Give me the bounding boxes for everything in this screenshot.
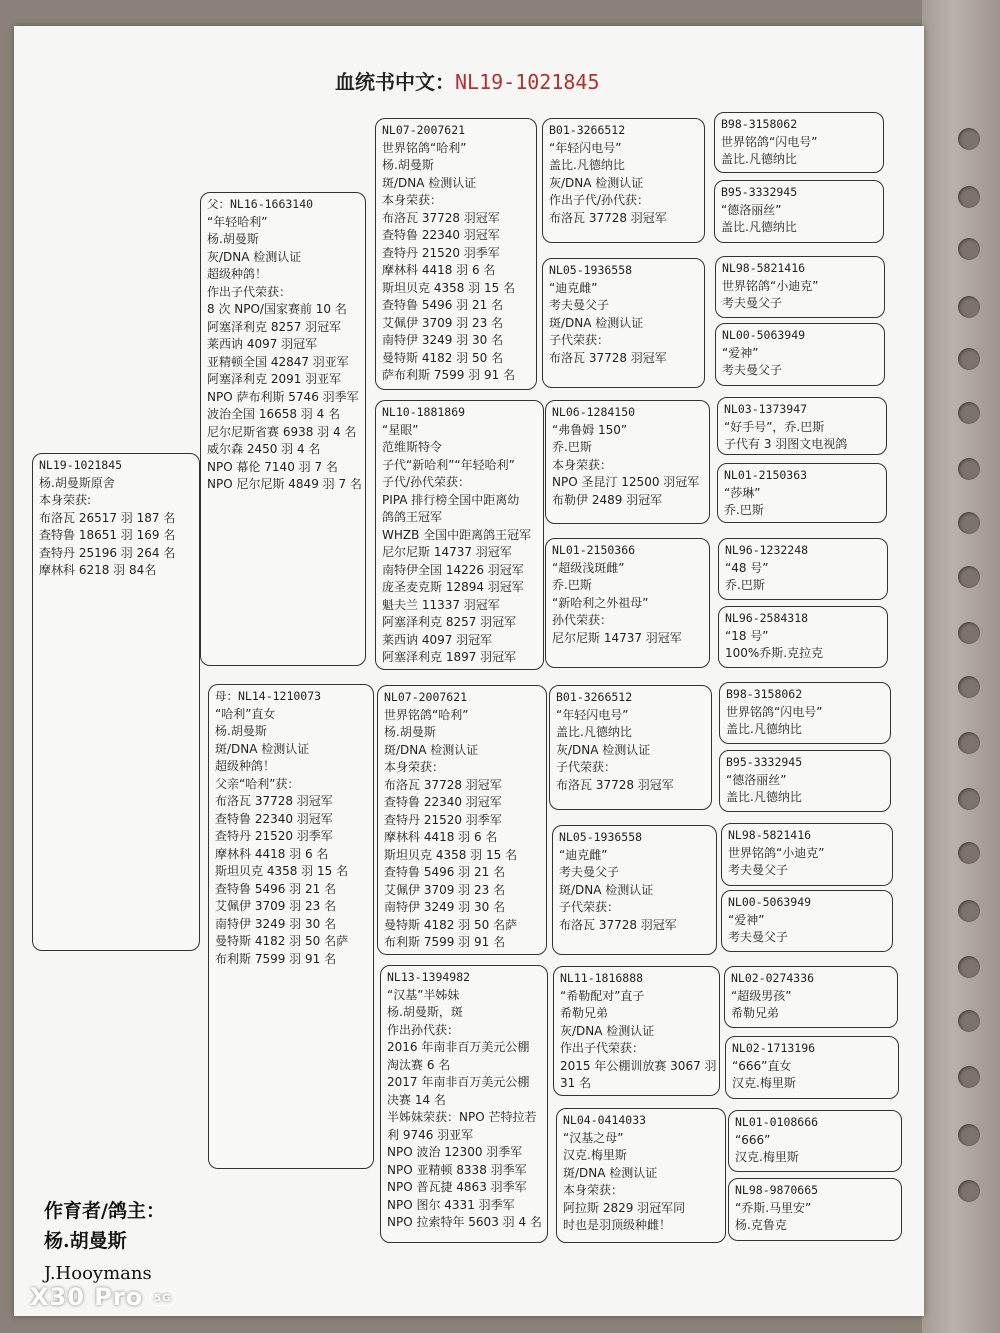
pedigree-line: 子代/孙代荣获： xyxy=(382,475,471,489)
pedigree-line: 查特鲁 22340 羽冠军 xyxy=(215,811,333,826)
pedigree-line: 孙代荣获： xyxy=(552,613,613,627)
pedigree-line: 超级种鸽！ xyxy=(207,267,268,281)
pigeon-gen5-1 xyxy=(714,112,884,173)
camera-model: X30 Pro xyxy=(30,1283,144,1311)
pedigree-line: “年轻哈利” xyxy=(207,214,268,229)
ring-number: NL19-1021845 xyxy=(39,458,123,472)
pedigree-line: 乔.巴斯 xyxy=(724,503,764,517)
pedigree-line: “星眼” xyxy=(382,422,419,437)
network-badge: 5G xyxy=(149,1291,176,1306)
pedigree-line: NPO 普瓦捷 4863 羽季军 xyxy=(387,1180,527,1194)
pedigree-line: 艾佩伊 3709 羽 23 名 xyxy=(382,315,504,330)
pedigree-line: 曼特斯 4182 羽 50 名萨 xyxy=(215,934,349,948)
pigeon-gen5-13 xyxy=(724,966,898,1028)
pedigree-line: 查特鲁 22340 羽冠军 xyxy=(382,228,500,242)
pigeon-gen5-2 xyxy=(714,180,884,243)
pigeon-fmf xyxy=(545,400,710,524)
pedigree-line: “爱神” xyxy=(722,345,759,360)
ring-number: NL07-2007621 xyxy=(382,123,466,137)
ring-number: B98-3158062 xyxy=(726,687,803,701)
binder-hole xyxy=(958,842,980,864)
pedigree-line: “超级男孩” xyxy=(731,988,792,1003)
pedigree-line: 查特鲁 5496 羽 21 名 xyxy=(382,298,504,312)
pedigree-line: 斑/DNA 检测认证 xyxy=(563,1165,658,1180)
pedigree-line: 盖比.凡德纳比 xyxy=(726,722,802,736)
pedigree-line: 布勒伊 2489 羽冠军 xyxy=(552,492,663,507)
pedigree-line: 超级种鸽！ xyxy=(215,759,276,773)
pedigree-line: “迪克雌” xyxy=(549,280,598,295)
pigeon-father-mother xyxy=(375,400,544,670)
pedigree-line: 子代荣获： xyxy=(556,760,617,774)
pigeon-fmm xyxy=(545,538,710,668)
ring-number: B98-3158062 xyxy=(721,117,798,131)
binder-hole xyxy=(958,238,980,260)
pedigree-line: “好手号”，乔.巴斯 xyxy=(724,419,825,434)
pedigree-line: 亚精顿全国 42847 羽亚军 xyxy=(207,354,349,369)
pedigree-line: 考夫曼父子 xyxy=(728,930,789,944)
ring-number: NL05-1936558 xyxy=(559,830,643,844)
pedigree-line: 查特鲁 18651 羽 169 名 xyxy=(39,528,176,542)
pedigree-line: 本身荣获： xyxy=(552,457,613,472)
ring-number: NL96-2584318 xyxy=(725,611,809,625)
pigeon-gen5-3 xyxy=(715,256,885,318)
page-title xyxy=(335,66,675,95)
binder-hole xyxy=(958,186,980,208)
pedigree-line: NPO 幕伦 7140 羽 7 名 xyxy=(207,459,338,474)
pedigree-line: “年轻闪电号” xyxy=(549,140,622,155)
binder-hole xyxy=(958,732,980,754)
binder-hole xyxy=(958,1010,980,1032)
pedigree-line: 布洛瓦 37728 羽冠军 xyxy=(384,777,502,792)
binder-hole xyxy=(958,1124,980,1146)
pedigree-line: “迪克雌” xyxy=(559,847,608,862)
pigeon-fff xyxy=(542,118,705,243)
pedigree-line: 布利斯 7599 羽 91 名 xyxy=(215,951,337,966)
pedigree-line: 布利斯 7599 羽 91 名 xyxy=(384,935,506,949)
pedigree-line: “汉基之母” xyxy=(563,1130,624,1145)
pedigree-line: 摩林科 4418 羽 6 名 xyxy=(382,263,496,277)
pedigree-line: 31 名 xyxy=(560,1076,592,1090)
pedigree-line: 莱西讷 4097 羽冠军 xyxy=(382,632,493,647)
pigeon-subject xyxy=(32,453,200,951)
pedigree-line: “爱神” xyxy=(728,912,765,927)
pedigree-line: “汉基”半姊妹 xyxy=(387,987,460,1002)
ring-number: NL11-1816888 xyxy=(560,971,644,985)
ring-number: 父：NL16-1663140 xyxy=(207,197,314,211)
pedigree-line: 盖比.凡德纳比 xyxy=(556,725,632,739)
pedigree-line: 希勒兄弟 xyxy=(560,1006,609,1020)
pigeon-father-father xyxy=(375,118,537,390)
ring-number: NL10-1881869 xyxy=(382,405,466,419)
pedigree-line: 子代有 3 羽图文电视鸽 xyxy=(724,437,848,451)
pedigree-line: 阿塞泽利克 8257 羽冠军 xyxy=(382,615,517,629)
pigeon-gen5-11 xyxy=(721,823,893,886)
pigeon-gen5-12 xyxy=(721,890,893,952)
pedigree-line: “哈利”直女 xyxy=(215,706,276,721)
pedigree-line: WHZB 全国中距离鸽王冠军 xyxy=(382,527,532,542)
pedigree-line: 布洛瓦 37728 羽冠军 xyxy=(549,210,667,225)
pedigree-line: 决赛 14 名 xyxy=(387,1092,446,1107)
ring-number: NL13-1394982 xyxy=(387,970,471,984)
pedigree-line: 鸽鸽王冠军 xyxy=(382,510,443,524)
pedigree-line: NPO 图尔 4331 羽季军 xyxy=(387,1197,515,1212)
pedigree-line: 世界铭鸽“哈利” xyxy=(384,707,469,722)
ring-number: NL07-2007621 xyxy=(384,690,468,704)
binder-hole xyxy=(958,296,980,318)
pedigree-line: 本身荣获： xyxy=(382,193,443,207)
pedigree-line: 查特鲁 5496 羽 21 名 xyxy=(215,881,337,896)
pedigree-line: “年轻闪电号” xyxy=(556,707,629,722)
pedigree-line: 灰/DNA 检测认证 xyxy=(556,742,651,757)
pedigree-line: 汉克.梅里斯 xyxy=(732,1076,796,1090)
pedigree-line: 布洛瓦 37728 羽冠军 xyxy=(549,350,667,365)
breeder-name: 杨.胡曼斯 xyxy=(44,1230,127,1252)
pigeon-gen5-6 xyxy=(717,463,887,523)
ring-number: NL01-2150363 xyxy=(724,468,808,482)
pedigree-line: NPO 尼尔尼斯 4849 羽 7 名 xyxy=(207,477,362,491)
pedigree-line: 汉克.梅里斯 xyxy=(563,1148,627,1162)
pigeon-gen5-5 xyxy=(717,397,887,455)
pigeon-gen5-4 xyxy=(715,323,885,386)
pedigree-line: “666” xyxy=(735,1132,771,1147)
pedigree-line: “希勒配对”直子 xyxy=(560,988,645,1003)
pedigree-line: 2015 年公棚训放赛 3067 羽 xyxy=(560,1058,717,1073)
pedigree-line: 尼尔尼斯省赛 6938 羽 4 名 xyxy=(207,424,357,439)
pedigree-line: “48 号” xyxy=(725,560,769,575)
binder-hole xyxy=(958,956,980,978)
pedigree-line: 考夫曼父子 xyxy=(722,363,783,377)
pedigree-line: NPO 萨布利斯 5746 羽季军 xyxy=(207,389,359,404)
pedigree-line: 本身荣获： xyxy=(384,760,445,774)
pedigree-line: 查特鲁 5496 羽 21 名 xyxy=(384,865,506,879)
pedigree-line: 汉克.梅里斯 xyxy=(735,1150,799,1164)
pedigree-line: 查特丹 25196 羽 264 名 xyxy=(39,545,176,560)
pigeon-gen5-9 xyxy=(719,682,891,744)
pigeon-father xyxy=(200,192,366,666)
pedigree-line: “德洛丽丝” xyxy=(726,772,787,787)
pedigree-line: 尼尔尼斯 14737 羽冠军 xyxy=(382,545,512,559)
pedigree-line: 布洛瓦 26517 羽 187 名 xyxy=(39,510,176,525)
pedigree-line: 斑/DNA 检测认证 xyxy=(384,742,479,757)
pedigree-line: NPO 波治 12300 羽季军 xyxy=(387,1145,523,1159)
pedigree-line: 作出子代荣获： xyxy=(207,284,292,299)
pigeon-mmm xyxy=(556,1108,726,1243)
pedigree-line: NPO 圣昆汀 12500 羽冠军 xyxy=(552,475,700,489)
pigeon-gen5-16 xyxy=(728,1178,902,1241)
pedigree-line: “乔斯.马里安” xyxy=(735,1200,812,1215)
pedigree-line: 阿塞泽利克 1897 羽冠军 xyxy=(382,650,517,664)
pedigree-line: PIPA 排行榜全国中距离幼 xyxy=(382,492,520,507)
pedigree-line: 杨.胡曼斯原舍 xyxy=(39,475,115,490)
pedigree-line: 尼尔尼斯 14737 羽冠军 xyxy=(552,630,682,645)
pedigree-line: 庞圣麦克斯 12894 羽冠军 xyxy=(382,580,524,594)
pedigree-line: 斑/DNA 检测认证 xyxy=(559,882,654,897)
pedigree-line: 斯坦贝克 4358 羽 15 名 xyxy=(382,280,516,295)
binder-hole xyxy=(958,512,980,534)
pedigree-line: 考夫曼父子 xyxy=(549,298,610,312)
pigeon-mff xyxy=(549,685,712,810)
pedigree-line: 布洛瓦 37728 羽冠军 xyxy=(382,210,500,225)
pedigree-line: 阿塞泽利克 2091 羽亚军 xyxy=(207,372,342,386)
pedigree-line: 灰/DNA 检测认证 xyxy=(207,249,302,264)
pedigree-line: 作出子代荣获： xyxy=(560,1041,645,1055)
pedigree-line: 考夫曼父子 xyxy=(728,863,789,877)
pedigree-line: 查特丹 21520 羽季军 xyxy=(382,245,500,260)
binder-hole xyxy=(958,402,980,424)
pedigree-line: 2017 年南非百万美元公棚 xyxy=(387,1075,530,1089)
ring-number: NL98-9870665 xyxy=(735,1183,819,1197)
ring-number: B95-3332945 xyxy=(721,185,798,199)
pedigree-line: 布洛瓦 37728 羽冠军 xyxy=(556,777,674,792)
ring-number: NL02-0274336 xyxy=(731,971,815,985)
binder-hole xyxy=(958,566,980,588)
pedigree-line: 作出子代/孙代获： xyxy=(549,193,650,207)
pigeon-mother-mother xyxy=(380,965,548,1243)
pedigree-line: 盖比.凡德纳比 xyxy=(726,790,802,804)
pedigree-line: 世界铭鸽“哈利” xyxy=(382,140,467,155)
pedigree-line: 布洛瓦 37728 羽冠军 xyxy=(215,794,333,808)
pedigree-line: 摩林科 6218 羽 84名 xyxy=(39,563,157,577)
pigeon-gen5-7 xyxy=(718,538,888,600)
pedigree-line: 世界铭鸽“小迪克” xyxy=(728,845,825,860)
pedigree-line: 查特丹 21520 羽季军 xyxy=(384,812,502,827)
pedigree-line: 杨.胡曼斯 xyxy=(382,158,434,172)
ring-number: NL96-1232248 xyxy=(725,543,809,557)
pedigree-line: NPO 拉索特年 5603 羽 4 名 xyxy=(387,1215,542,1229)
pigeon-gen5-8 xyxy=(718,606,888,668)
pedigree-line: 斯坦贝克 4358 羽 15 名 xyxy=(215,864,349,878)
binder-hole xyxy=(958,622,980,644)
pedigree-line: “18 号” xyxy=(725,628,769,643)
pedigree-line: 南特伊 3249 羽 30 名 xyxy=(384,900,506,914)
pedigree-line: “666”直女 xyxy=(732,1058,792,1073)
title-ring-number: NL19-1021845 xyxy=(455,70,600,94)
pigeon-mfm xyxy=(552,825,717,955)
pedigree-line: 范维斯特令 xyxy=(382,440,443,454)
ring-number: NL03-1373947 xyxy=(724,402,808,416)
pedigree-line: 本身荣获: xyxy=(39,493,92,507)
binder-hole xyxy=(958,676,980,698)
pedigree-line: 世界铭鸽“小迪克” xyxy=(722,278,819,293)
ring-number: B01-3266512 xyxy=(549,123,626,137)
pedigree-line: 曼特斯 4182 羽 50 名 xyxy=(382,350,504,365)
binder-hole xyxy=(958,348,980,370)
pedigree-line: 南特伊全国 14226 羽冠军 xyxy=(382,562,524,577)
pedigree-line: 100%乔斯.克拉克 xyxy=(725,646,824,660)
pedigree-line: 子代“新哈利”“年轻哈利” xyxy=(382,457,515,472)
pedigree-line: 摩林科 4418 羽 6 名 xyxy=(215,846,329,861)
pedigree-line: 灰/DNA 检测认证 xyxy=(549,175,644,190)
pedigree-line: 希勒兄弟 xyxy=(731,1006,780,1020)
binder-hole xyxy=(958,1180,980,1202)
pedigree-line: “新哈利之外祖母” xyxy=(552,595,649,610)
pedigree-line: 斑/DNA 检测认证 xyxy=(382,175,477,190)
pedigree-line: 淘汰赛 6 名 xyxy=(387,1057,451,1072)
ring-number: B01-3266512 xyxy=(556,690,633,704)
binder-hole xyxy=(958,458,980,480)
pigeon-gen5-15 xyxy=(728,1110,902,1172)
pedigree-line: 南特伊 3249 羽 30 名 xyxy=(215,916,337,931)
pedigree-line: 查特鲁 22340 羽冠军 xyxy=(384,795,502,809)
pedigree-line: 灰/DNA 检测认证 xyxy=(560,1023,655,1038)
pedigree-line: “弗鲁姆 150” xyxy=(552,422,628,437)
pedigree-line: 阿拉斯 2829 羽冠军同 xyxy=(563,1200,686,1215)
pedigree-line: 萨布利斯 7599 羽 91 名 xyxy=(382,368,516,382)
binder-hole xyxy=(958,1066,980,1088)
binder-hole xyxy=(958,128,980,150)
pedigree-line: 8 次 NPO/国家赛前 10 名 xyxy=(207,302,347,316)
pedigree-line: 斑/DNA 检测认证 xyxy=(215,741,310,756)
ring-number: NL00-5063949 xyxy=(722,328,806,342)
pigeon-gen5-14 xyxy=(725,1036,899,1099)
pedigree-line: 莱西讷 4097 羽冠军 xyxy=(207,337,318,351)
ring-number: NL04-0414033 xyxy=(563,1113,647,1127)
binder-hole xyxy=(958,788,980,810)
pedigree-line: 威尔森 2450 羽 4 名 xyxy=(207,442,321,456)
pedigree-line: 杨.胡曼斯，斑 xyxy=(387,1005,463,1019)
pedigree-line: 魁夫兰 11337 羽冠军 xyxy=(382,597,500,612)
ring-number: NL98-5821416 xyxy=(722,261,806,275)
pedigree-line: 杨.胡曼斯 xyxy=(207,232,259,246)
pedigree-line: 乔.巴斯 xyxy=(552,440,592,454)
pedigree-line: 南特伊 3249 羽 30 名 xyxy=(382,333,504,347)
pedigree-line: 子代荣获： xyxy=(559,900,620,914)
breeder-signature xyxy=(44,1196,165,1288)
pedigree-line: 2016 年南非百万美元公棚 xyxy=(387,1040,530,1054)
binder-hole xyxy=(958,900,980,922)
ring-number: NL01-2150366 xyxy=(552,543,636,557)
pedigree-line: 父亲“哈利”获： xyxy=(215,776,300,791)
ring-number: B95-3332945 xyxy=(726,755,803,769)
pedigree-line: “超级浅斑雌” xyxy=(552,560,625,575)
pedigree-line: “德洛丽丝” xyxy=(721,202,782,217)
breeder-label: 作育者/鸽主： xyxy=(44,1200,165,1222)
ring-number: 母：NL14-1210073 xyxy=(215,689,322,703)
pedigree-line: 斯坦贝克 4358 羽 15 名 xyxy=(384,847,518,862)
pedigree-line: 阿塞泽利克 8257 羽冠军 xyxy=(207,319,342,334)
pedigree-line: 时也是羽顶级种雌！ xyxy=(563,1218,672,1232)
pigeon-ffm xyxy=(542,258,705,388)
pedigree-line: 杨.胡曼斯 xyxy=(384,725,436,739)
breeder-name-latin: J.Hooymans xyxy=(44,1263,152,1284)
pedigree-line: 布洛瓦 37728 羽冠军 xyxy=(559,917,677,932)
pedigree-line: 盖比.凡德纳比 xyxy=(721,152,797,166)
pedigree-line: 半姊妹荣获：NPO 芒特拉若 xyxy=(387,1110,537,1124)
pedigree-line: 考夫曼父子 xyxy=(722,296,783,310)
pedigree-line: 艾佩伊 3709 羽 23 名 xyxy=(215,899,337,913)
pedigree-line: 本身荣获： xyxy=(563,1183,624,1197)
pedigree-line: 世界铭鸽“闪电号” xyxy=(726,704,823,719)
pedigree-line: 考夫曼父子 xyxy=(559,865,620,879)
pedigree-line: 乔.巴斯 xyxy=(725,578,765,592)
pedigree-line: 杨.克鲁克 xyxy=(735,1218,787,1232)
pedigree-line: 作出孙代获： xyxy=(387,1022,460,1037)
pedigree-line: 子代荣获： xyxy=(549,333,610,347)
camera-watermark xyxy=(30,1283,176,1311)
pedigree-line: 乔.巴斯 xyxy=(552,578,592,592)
title-label: 血统书中文： xyxy=(335,70,455,94)
ring-number: NL05-1936558 xyxy=(549,263,633,277)
pigeon-mother-father xyxy=(377,685,547,955)
ring-number: NL00-5063949 xyxy=(728,895,812,909)
pedigree-line: NPO 亚精顿 8338 羽季军 xyxy=(387,1162,527,1177)
pedigree-line: 盖比.凡德纳比 xyxy=(549,158,625,172)
pedigree-line: 查特丹 21520 羽季军 xyxy=(215,829,333,843)
pedigree-line: 波治全国 16658 羽 4 名 xyxy=(207,407,341,421)
ring-number: NL06-1284150 xyxy=(552,405,636,419)
pedigree-line: 艾佩伊 3709 羽 23 名 xyxy=(384,882,506,897)
pedigree-line: “莎琳” xyxy=(724,485,761,500)
pedigree-line: 曼特斯 4182 羽 50 名萨 xyxy=(384,917,518,932)
pedigree-line: 斑/DNA 检测认证 xyxy=(549,315,644,330)
pedigree-line: 盖比.凡德纳比 xyxy=(721,220,797,234)
ring-number: NL98-5821416 xyxy=(728,828,812,842)
pigeon-mother xyxy=(208,684,374,1169)
ring-number: NL02-1713196 xyxy=(732,1041,816,1055)
pedigree-line: 利 9746 羽亚军 xyxy=(387,1127,474,1142)
ring-number: NL01-0108666 xyxy=(735,1115,819,1129)
pigeon-gen5-10 xyxy=(719,750,891,812)
pigeon-mmf xyxy=(553,966,720,1096)
pedigree-line: 世界铭鸽“闪电号” xyxy=(721,134,818,149)
pedigree-line: 杨.胡曼斯 xyxy=(215,724,267,738)
pedigree-line: 摩林科 4418 羽 6 名 xyxy=(384,830,498,844)
